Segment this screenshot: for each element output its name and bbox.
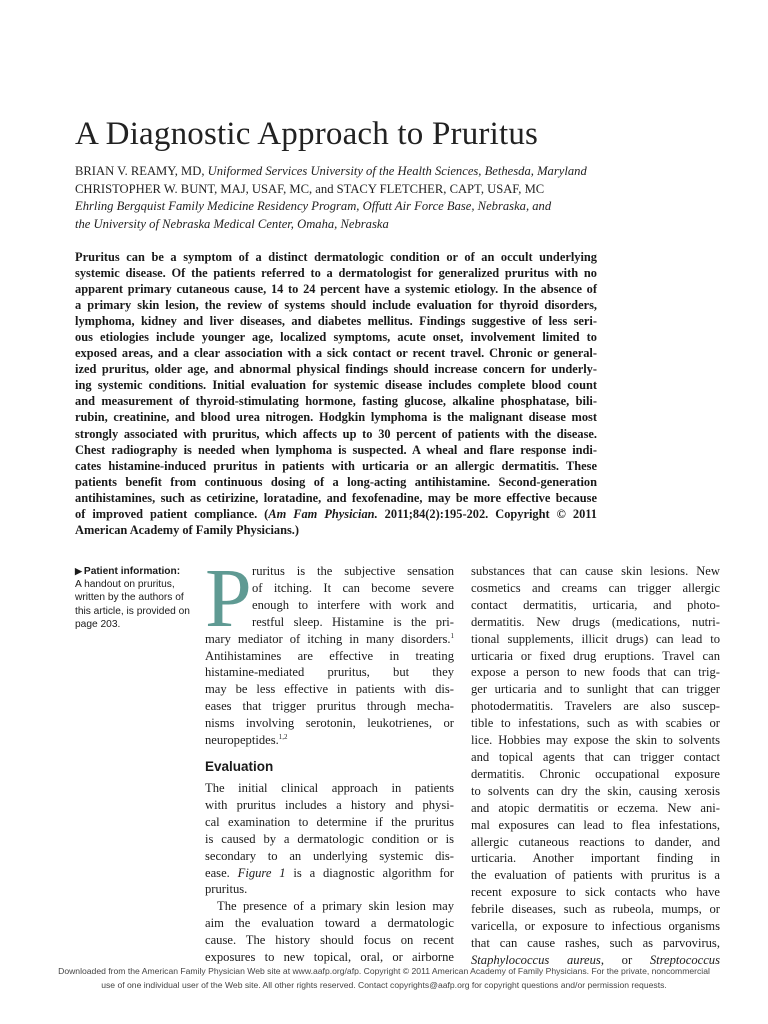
abstract-line: apparent primary cutaneous cause, 14 to 24 percent have a systemic etiology. In the absence of bbox=[75, 282, 597, 297]
body-line: cosmetics and creams can trigger allergic bbox=[471, 580, 720, 595]
abstract-line: rubin, creatinine, and blood urea nitrogen. Hodgkin lymphoma is the malignant disease most bbox=[75, 410, 597, 425]
body-line: is caused by a dermatologic condition or is bbox=[205, 831, 454, 846]
citation-journal: Am Fam Physician. bbox=[268, 506, 378, 521]
figure-reference: Figure 1 bbox=[237, 865, 286, 880]
abstract-line-last: American Academy of Family Physicians.) bbox=[75, 522, 300, 537]
body-line: varicella, or exposure to infectious organisms bbox=[471, 919, 720, 934]
body-line: enough to interfere with work and bbox=[252, 597, 454, 612]
body-line: and topical agents that can trigger contact bbox=[471, 749, 720, 764]
body-line: aim the evaluation toward a dermatologic bbox=[205, 916, 454, 931]
organism-name: Staphylococcus aureus bbox=[471, 952, 601, 967]
body-text: ease. bbox=[205, 865, 238, 880]
body-line: The presence of a primary skin lesion may bbox=[217, 899, 454, 914]
sidebar-line: page 203. bbox=[75, 618, 121, 630]
body-line: ruritus is the subjective sensation bbox=[252, 564, 454, 578]
body-line: may be less effective in patients with dis- bbox=[205, 682, 454, 697]
author-name-reamy: BRIAN V. REAMY, MD, bbox=[75, 164, 208, 178]
body-line: substances that can cause skin lesions. New bbox=[471, 564, 720, 578]
article-title: A Diagnostic Approach to Pruritus bbox=[75, 116, 539, 152]
body-text: mary mediator of itching in many disorders. bbox=[205, 631, 451, 646]
drop-cap: P bbox=[205, 552, 252, 645]
body-line: pruritus. bbox=[205, 882, 248, 897]
abstract-line: cates histamine-induced pruritus in patients with urticaria or an allergic dermatitis. These bbox=[75, 458, 597, 473]
author-line-2: CHRISTOPHER W. BUNT, MAJ, USAF, MC, and STACY FLETCHER, CAPT, USAF, MC bbox=[75, 181, 545, 196]
body-line: cause. The history should focus on recent bbox=[205, 933, 454, 948]
author-affiliation-3: the University of Nebraska Medical Center, Omaha, Nebraska bbox=[75, 216, 389, 231]
body-line: The initial clinical approach in patients bbox=[205, 780, 454, 795]
abstract-line: ized pruritus, older age, and abnormal physical findings should increase concern for underly- bbox=[75, 362, 597, 377]
abstract-line: exposed areas, and a clear association with a sick contact or recent travel. Chronic or general- bbox=[75, 346, 597, 361]
abstract-line: ing systemic conditions. Initial evaluation for systemic disease includes complete blood count bbox=[75, 378, 597, 393]
body-line: photodermatitis. Travelers are also suscep- bbox=[471, 699, 720, 714]
body-line bbox=[205, 631, 454, 648]
abstract-line: patients benefit from continuous dosing of a long-acting antihistamine. Second-generation bbox=[75, 474, 597, 489]
abstract-line: strongly associated with pruritus, which affects up to 30 percent of patients with the disease. bbox=[75, 426, 597, 441]
body-column-2 bbox=[471, 563, 720, 969]
body-line: urticaria or fixed drug eruptions. Travel can bbox=[471, 648, 720, 663]
author-block bbox=[75, 163, 635, 233]
abstract-line: antihistamines, such as cetirizine, loratadine, and fexofenadine, may be more effective because bbox=[75, 490, 597, 505]
body-line: dermatitis. Chronic occupational exposure bbox=[471, 766, 720, 781]
body-line: cal examination to determine if the pruritus bbox=[205, 814, 454, 829]
body-line: mal exposures can lead to flea infestations, bbox=[471, 817, 720, 832]
body-line: eases that trigger pruritus through mecha- bbox=[205, 699, 454, 714]
author-line-1 bbox=[75, 163, 635, 181]
patient-info-heading bbox=[75, 565, 195, 578]
patient-info-sidebar bbox=[75, 565, 195, 631]
footer-line: Downloaded from the American Family Physician Web site at www.aafp.org/afp. Copyright © 2011 American Academy of Family Physicians. For the private, noncommercial bbox=[58, 966, 710, 976]
author-affiliation-1: Uniformed Services University of the Health Sciences, Bethesda, Maryland bbox=[207, 164, 587, 178]
sidebar-line: this article, is provided on bbox=[75, 605, 190, 617]
body-line: of itching. It can become severe bbox=[252, 580, 454, 595]
body-line: with pruritus includes a history and physi- bbox=[205, 797, 454, 812]
body-line bbox=[205, 865, 454, 882]
body-line: lice. Hobbies may expose the skin to solvents bbox=[471, 733, 720, 748]
author-affiliation-2: Ehrling Bergquist Family Medicine Residency Program, Offutt Air Force Base, Nebraska, and bbox=[75, 199, 552, 213]
footer-line: use of one individual user of the Web site. All other rights reserved. Contact copyrights@aafp.org for copyright questions and/or permission requests. bbox=[101, 980, 667, 990]
body-line: allergic cutaneous reactions to dander, and bbox=[471, 834, 720, 849]
abstract bbox=[75, 249, 597, 538]
body-line: recent exposure to sick contacts who have bbox=[471, 885, 720, 900]
body-line: dermatitis. New drugs (medications, nutri- bbox=[471, 614, 720, 629]
abstract-line: a primary skin lesion, the review of systems should include evaluation for thyroid disorders, bbox=[75, 298, 597, 313]
body-line: that can cause rashes, such as parvovirus, bbox=[471, 935, 720, 950]
abstract-line: lymphoma, kidney and liver diseases, and diabetes mellitus. Findings suggestive of less seri- bbox=[75, 314, 597, 329]
abstract-line: systemic disease. Of the patients referred to a dermatologist for generalized pruritus with no bbox=[75, 266, 597, 281]
body-line: Antihistamines are effective in treating bbox=[205, 648, 454, 663]
body-line: the evaluation of patients with pruritus is a bbox=[471, 868, 720, 883]
body-line: restful sleep. Histamine is the pri- bbox=[252, 614, 454, 629]
abstract-line: ous etiologies include younger age, localized symptoms, acute onset, involvement limited to bbox=[75, 330, 597, 345]
triangle-right-icon: ▶ bbox=[75, 566, 82, 576]
abstract-line: Chest radiography is needed when lymphoma is suspected. A wheal and flare response indi- bbox=[75, 442, 597, 457]
body-line: tible to infestations, such as with scabies or bbox=[471, 716, 720, 731]
body-line: tional supplements, illicit drugs) can lead to bbox=[471, 631, 720, 646]
abstract-citation-line bbox=[75, 506, 597, 522]
body-line: nisms involving serotonin, leukotrienes, or bbox=[205, 716, 454, 731]
body-line: febrile diseases, such as rubeola, mumps, or bbox=[471, 902, 720, 917]
body-line: exposures to new topical, oral, or airborne bbox=[205, 950, 454, 965]
body-line: urticaria. Another important finding in bbox=[471, 851, 720, 866]
body-line: contact dermatitis, urticaria, and photo- bbox=[471, 597, 720, 612]
patient-info-heading-text: Patient information: bbox=[83, 566, 181, 577]
body-line: expose a person to new foods that can trig- bbox=[471, 665, 720, 680]
reference-superscript: 1 bbox=[450, 631, 454, 640]
body-text: , or bbox=[600, 952, 650, 967]
body-line: ger urticaria and to sunlight that can trigger bbox=[471, 682, 720, 697]
body-line: and atopic dermatitis or eczema. New ani- bbox=[471, 800, 720, 815]
body-text: is a diagnostic algorithm for bbox=[285, 865, 455, 880]
body-line bbox=[205, 732, 454, 749]
abstract-line: and measurement of thyroid-stimulating hormone, fasting glucose, alkaline phosphatase, bili- bbox=[75, 394, 597, 409]
body-line: secondary to an underlying systemic dis- bbox=[205, 848, 454, 863]
body-column-1 bbox=[205, 563, 454, 966]
section-heading-evaluation: Evaluation bbox=[205, 758, 274, 774]
body-line: histamine-mediated pruritus, but they bbox=[205, 665, 454, 680]
sidebar-line: written by the authors of bbox=[75, 592, 184, 604]
abstract-line: Pruritus can be a symptom of a distinct dermatologic condition or of an occult underlying bbox=[75, 250, 597, 264]
organism-name: Streptococcus bbox=[649, 952, 720, 967]
reference-superscript: 1,2 bbox=[278, 733, 288, 742]
body-text: neuropeptides. bbox=[205, 733, 279, 748]
body-line: to solvents can dry the skin, causing xerosis bbox=[471, 783, 720, 798]
sidebar-line: A handout on pruritus, bbox=[75, 579, 175, 591]
citation-prefix: of improved patient compliance. ( bbox=[75, 506, 269, 521]
citation-suffix: 2011;84(2):195-202. Copyright © 2011 bbox=[377, 506, 597, 521]
copyright-footer bbox=[0, 964, 768, 992]
